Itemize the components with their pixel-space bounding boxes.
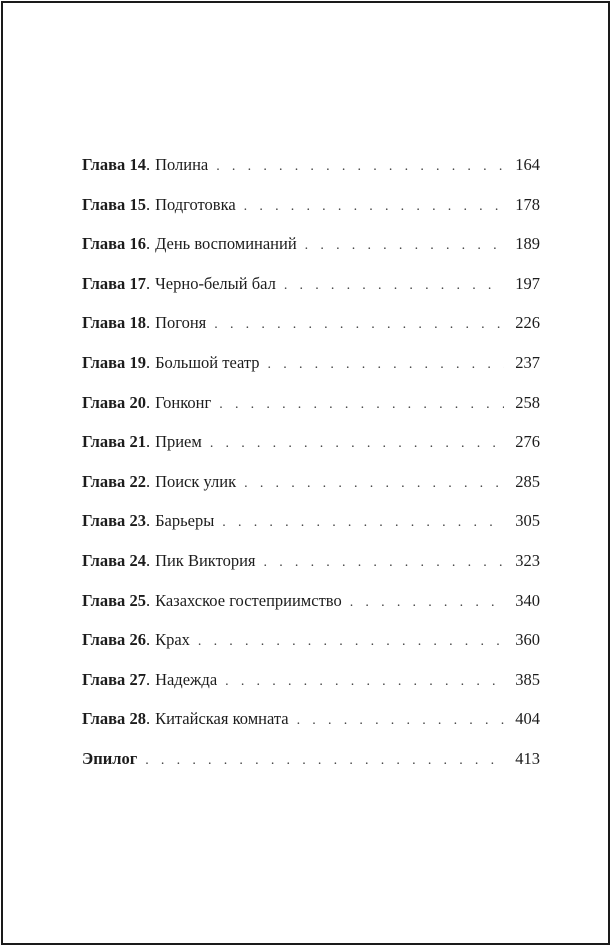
toc-entry-chapter-28[interactable] <box>82 709 540 749</box>
chapter-label: Глава <box>82 155 126 174</box>
dot-leader <box>268 357 504 373</box>
dot-leader <box>219 397 504 413</box>
chapter-title: Поиск улик <box>155 471 237 491</box>
chapter-title: Подготовка <box>155 194 236 214</box>
chapter-number: 23 <box>129 511 146 531</box>
table-of-contents <box>82 155 540 789</box>
dot-leader <box>216 159 504 175</box>
page-number: 360 <box>515 630 540 650</box>
chapter-separator: . <box>145 669 151 689</box>
chapter-label: Глава <box>82 511 126 531</box>
toc-entry-chapter-14[interactable] <box>82 155 540 195</box>
chapter-number: 19 <box>129 352 146 372</box>
page-number: 178 <box>515 194 540 214</box>
chapter-title: Казахское гостеприимство <box>155 590 342 610</box>
chapter-title: Полина <box>155 155 209 174</box>
chapter-number: 20 <box>129 392 146 412</box>
toc-entry-chapter-24[interactable] <box>82 551 540 591</box>
chapter-separator: . <box>145 709 151 729</box>
page-number: 226 <box>515 313 540 333</box>
chapter-label: Глава <box>82 432 126 452</box>
chapter-number: 22 <box>129 471 146 491</box>
page-number: 413 <box>515 748 540 768</box>
chapter-label: Глава <box>82 590 126 610</box>
toc-entry-chapter-23[interactable] <box>82 511 540 551</box>
dot-leader <box>222 515 504 531</box>
toc-entry-chapter-17[interactable] <box>82 274 540 314</box>
chapter-separator: . <box>145 194 151 214</box>
chapter-number: 18 <box>129 313 146 333</box>
chapter-separator: . <box>145 471 151 491</box>
page-number: 237 <box>515 352 540 372</box>
chapter-number: 17 <box>129 273 146 293</box>
page-number: 404 <box>515 709 540 729</box>
chapter-separator: . <box>145 392 151 412</box>
chapter-number: 21 <box>129 432 146 452</box>
toc-entry-epilogue[interactable] <box>82 749 540 789</box>
dot-leader <box>225 674 504 690</box>
toc-entry-chapter-22[interactable] <box>82 472 540 512</box>
toc-entry-chapter-27[interactable] <box>82 670 540 710</box>
chapter-title: Черно-белый бал <box>155 273 276 293</box>
dot-leader <box>284 278 504 294</box>
chapter-label: Глава <box>82 550 126 570</box>
chapter-separator: . <box>145 155 151 174</box>
chapter-number: 26 <box>129 630 146 650</box>
chapter-number: 28 <box>129 709 146 729</box>
chapter-separator: . <box>145 630 151 650</box>
dot-leader <box>350 595 504 611</box>
dot-leader <box>244 476 504 492</box>
chapter-title: Большой театр <box>155 352 260 372</box>
chapter-title: Надежда <box>155 669 218 689</box>
chapter-number: 15 <box>129 194 146 214</box>
page-number: 340 <box>515 590 540 610</box>
toc-entry-chapter-19[interactable] <box>82 353 540 393</box>
chapter-title: Гонконг <box>155 392 212 412</box>
dot-leader <box>214 317 504 333</box>
chapter-separator: . <box>145 550 151 570</box>
book-page <box>1 1 610 945</box>
chapter-label: Глава <box>82 313 126 333</box>
page-number: 323 <box>515 550 540 570</box>
chapter-title: Крах <box>155 630 190 650</box>
chapter-label: Глава <box>82 471 126 491</box>
page-number: 258 <box>515 392 540 412</box>
dot-leader <box>297 713 504 729</box>
dot-leader <box>210 436 504 452</box>
dot-leader <box>305 238 504 254</box>
chapter-number: 25 <box>129 590 146 610</box>
chapter-separator: . <box>145 313 151 333</box>
chapter-separator: . <box>145 234 151 254</box>
dot-leader <box>264 555 505 571</box>
chapter-number: 24 <box>129 550 146 570</box>
chapter-separator: . <box>145 273 151 293</box>
chapter-separator: . <box>145 590 151 610</box>
chapter-separator: . <box>145 432 151 452</box>
chapter-title: Погоня <box>155 313 207 333</box>
toc-entry-chapter-25[interactable] <box>82 591 540 631</box>
toc-entry-chapter-20[interactable] <box>82 393 540 433</box>
toc-entry-chapter-21[interactable] <box>82 432 540 472</box>
chapter-label: Глава <box>82 669 126 689</box>
toc-entry-chapter-15[interactable] <box>82 195 540 235</box>
epilogue-label: Эпилог <box>82 748 138 768</box>
chapter-label: Глава <box>82 392 126 412</box>
dot-leader <box>145 753 504 769</box>
chapter-label: Глава <box>82 194 126 214</box>
chapter-title: День воспоминаний <box>155 234 297 254</box>
toc-entry-chapter-18[interactable] <box>82 313 540 353</box>
chapter-title: Барьеры <box>155 511 215 531</box>
chapter-label: Глава <box>82 234 126 254</box>
page-number: 197 <box>515 273 540 293</box>
chapter-separator: . <box>145 511 151 531</box>
page-number: 276 <box>515 432 540 452</box>
page-number: 285 <box>515 471 540 491</box>
chapter-label: Глава <box>82 273 126 293</box>
chapter-label: Глава <box>82 709 126 729</box>
chapter-label: Глава <box>82 630 126 650</box>
dot-leader <box>198 634 504 650</box>
dot-leader <box>244 199 504 215</box>
chapter-title: Китайская комната <box>155 709 289 729</box>
chapter-number: 16 <box>129 234 146 254</box>
page-number: 189 <box>515 234 540 254</box>
chapter-title: Пик Виктория <box>155 550 256 570</box>
toc-entry-chapter-26[interactable] <box>82 630 540 670</box>
chapter-label: Глава <box>82 352 126 372</box>
chapter-separator: . <box>145 352 151 372</box>
chapter-number: 27 <box>129 669 146 689</box>
chapter-number: 14 <box>129 155 146 174</box>
chapter-title: Прием <box>155 432 202 452</box>
toc-entry-chapter-16[interactable] <box>82 234 540 274</box>
page-number: 164 <box>515 155 540 174</box>
page-number: 385 <box>515 669 540 689</box>
page-number: 305 <box>515 511 540 531</box>
